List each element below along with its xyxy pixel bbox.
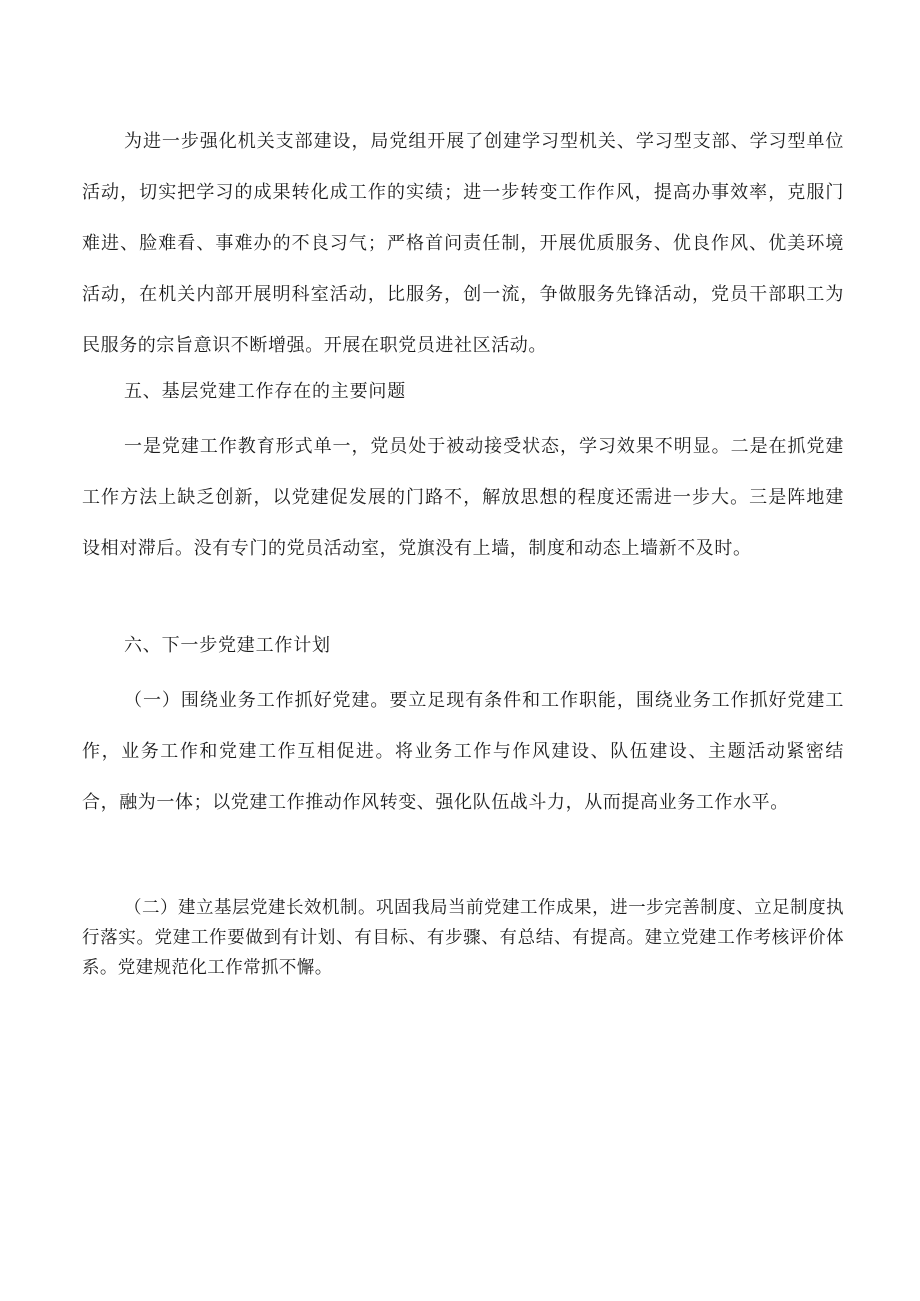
section-heading-next-plan: 六、下一步党建工作计划 [124,635,331,656]
paragraph-plan-item-one: （一）围绕业务工作抓好党建。要立足现有条件和工作职能，围绕业务工作抓好党建工作，业务工作和党建工作互相促进。将业务工作与作风建设、队伍建设、主题活动紧密结合，融为一体；以党建工作推动作风转变、强化队伍战斗力，从而提高业务工作水平。 [82,690,844,813]
section-heading-main-problems: 五、基层党建工作存在的主要问题 [124,381,406,402]
paragraph-branch-building: 为进一步强化机关支部建设，局党组开展了创建学习型机关、学习型支部、学习型单位活动，切实把学习的成果转化成工作的实绩；进一步转变工作作风，提高办事效率，克服门难进、脸难看、事难办的不良习气；严格首问责任制，开展优质服务、优良作风、优美环境活动，在机关内部开展明科室活动，比服务，创一流，争做服务先锋活动，党员干部职工为民服务的宗旨意识不断增强。开展在职党员进社区活动。 [82,131,844,356]
paragraph-main-problems: 一是党建工作教育形式单一，党员处于被动接受状态，学习效果不明显。二是在抓党建工作方法上缺乏创新，以党建促发展的门路不，解放思想的程度还需进一步大。三是阵地建设相对滞后。没有专门的党员活动室，党旗没有上墙，制度和动态上墙新不及时。 [82,436,844,559]
paragraph-plan-item-two: （二）建立基层党建长效机制。巩固我局当前党建工作成果，进一步完善制度、立足制度执行落实。党建工作要做到有计划、有目标、有步骤、有总结、有提高。建立党建工作考核评价体系。党建规范化工作常抓不懈。 [82,898,844,978]
